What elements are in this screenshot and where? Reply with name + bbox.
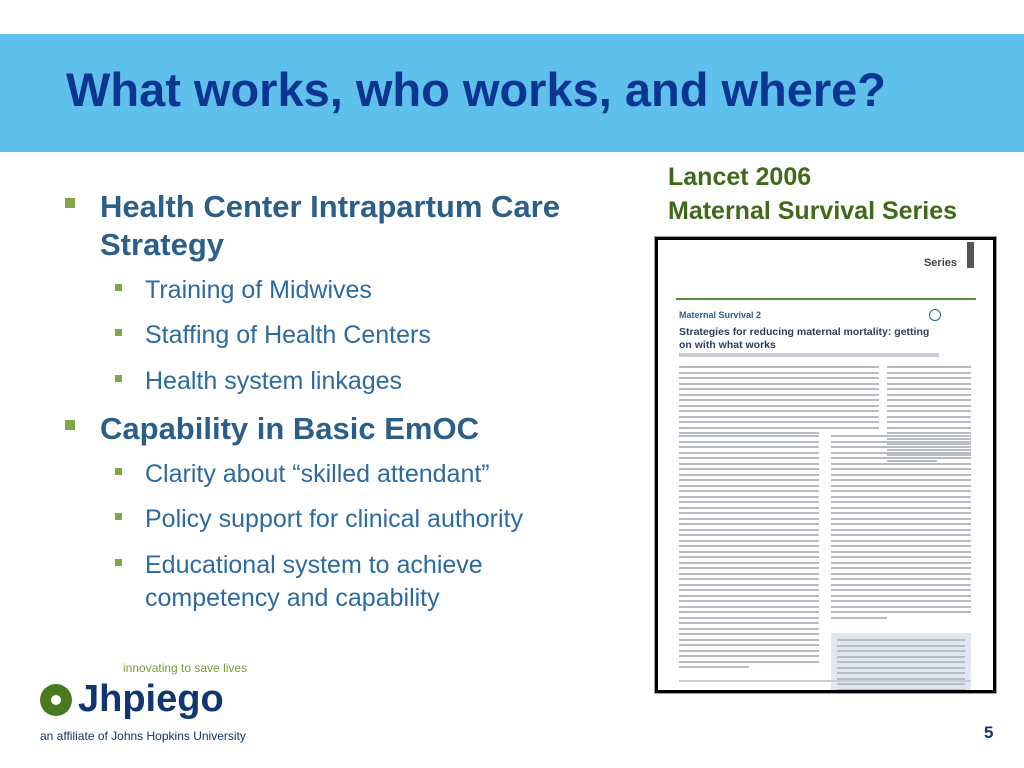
paper-kicker: Maternal Survival 2	[679, 310, 762, 320]
abstract-text	[679, 366, 879, 438]
sub-bullet-label: Health system linkages	[145, 366, 403, 395]
body-text-column-left	[679, 435, 819, 672]
sub-bullet-label: Educational system to achieve competency and capability	[145, 550, 483, 613]
header-rule	[676, 298, 976, 300]
caption-line: Maternal Survival Series	[668, 197, 958, 225]
sub-bullet-label: Clarity about “skilled attendant”	[145, 459, 490, 488]
bullet-label: Capability in Basic EmOC	[100, 411, 479, 447]
sub-bullet	[62, 458, 602, 492]
square-bullet-icon	[115, 375, 122, 382]
sub-bullet	[62, 549, 602, 616]
bullet-label: Health Center Intrapartum Care Strategy	[100, 189, 560, 262]
paper-thumbnail	[655, 237, 996, 693]
sub-bullet	[62, 274, 602, 308]
square-bullet-icon	[115, 513, 122, 520]
body-text-column-right	[831, 435, 971, 622]
footer-rule	[679, 680, 971, 682]
bullet-list	[62, 188, 602, 628]
square-bullet-icon	[115, 468, 122, 475]
paper-title: Strategies for reducing maternal mortality: getting on with what works	[679, 326, 930, 352]
square-bullet-icon	[115, 329, 122, 336]
sub-bullet	[62, 503, 602, 537]
sub-bullet-list	[62, 274, 602, 399]
paper-caption	[668, 160, 957, 228]
page-number: 5	[984, 723, 994, 742]
logo-tagline: innovating to save lives	[123, 661, 248, 675]
sub-bullet-label: Policy support for clinical authority	[145, 505, 523, 534]
author-line	[679, 353, 939, 357]
caption-line: Lancet 2006	[668, 163, 812, 191]
key-messages-panel	[831, 633, 971, 693]
bullet-basic-emoc	[62, 410, 602, 448]
square-bullet-icon	[65, 420, 75, 430]
sub-bullet-list	[62, 458, 602, 616]
sub-bullet-label: Staffing of Health Centers	[145, 321, 431, 350]
slide-title: What works, who works, and where?	[66, 63, 887, 116]
journal-seal-icon	[929, 309, 941, 321]
series-bar	[967, 242, 974, 268]
bullet-health-center	[62, 188, 602, 264]
sub-bullet	[62, 365, 602, 399]
square-bullet-icon	[65, 198, 75, 208]
sub-bullet-label: Training of Midwives	[145, 275, 372, 304]
logo-affiliation: an affiliate of Johns Hopkins University	[40, 729, 246, 743]
square-bullet-icon	[115, 559, 122, 566]
square-bullet-icon	[115, 284, 122, 291]
sub-bullet	[62, 319, 602, 353]
logo-wordmark: Jhpiego	[78, 678, 224, 720]
series-label: Series	[923, 257, 957, 269]
jhpiego-logo-icon	[40, 684, 72, 716]
